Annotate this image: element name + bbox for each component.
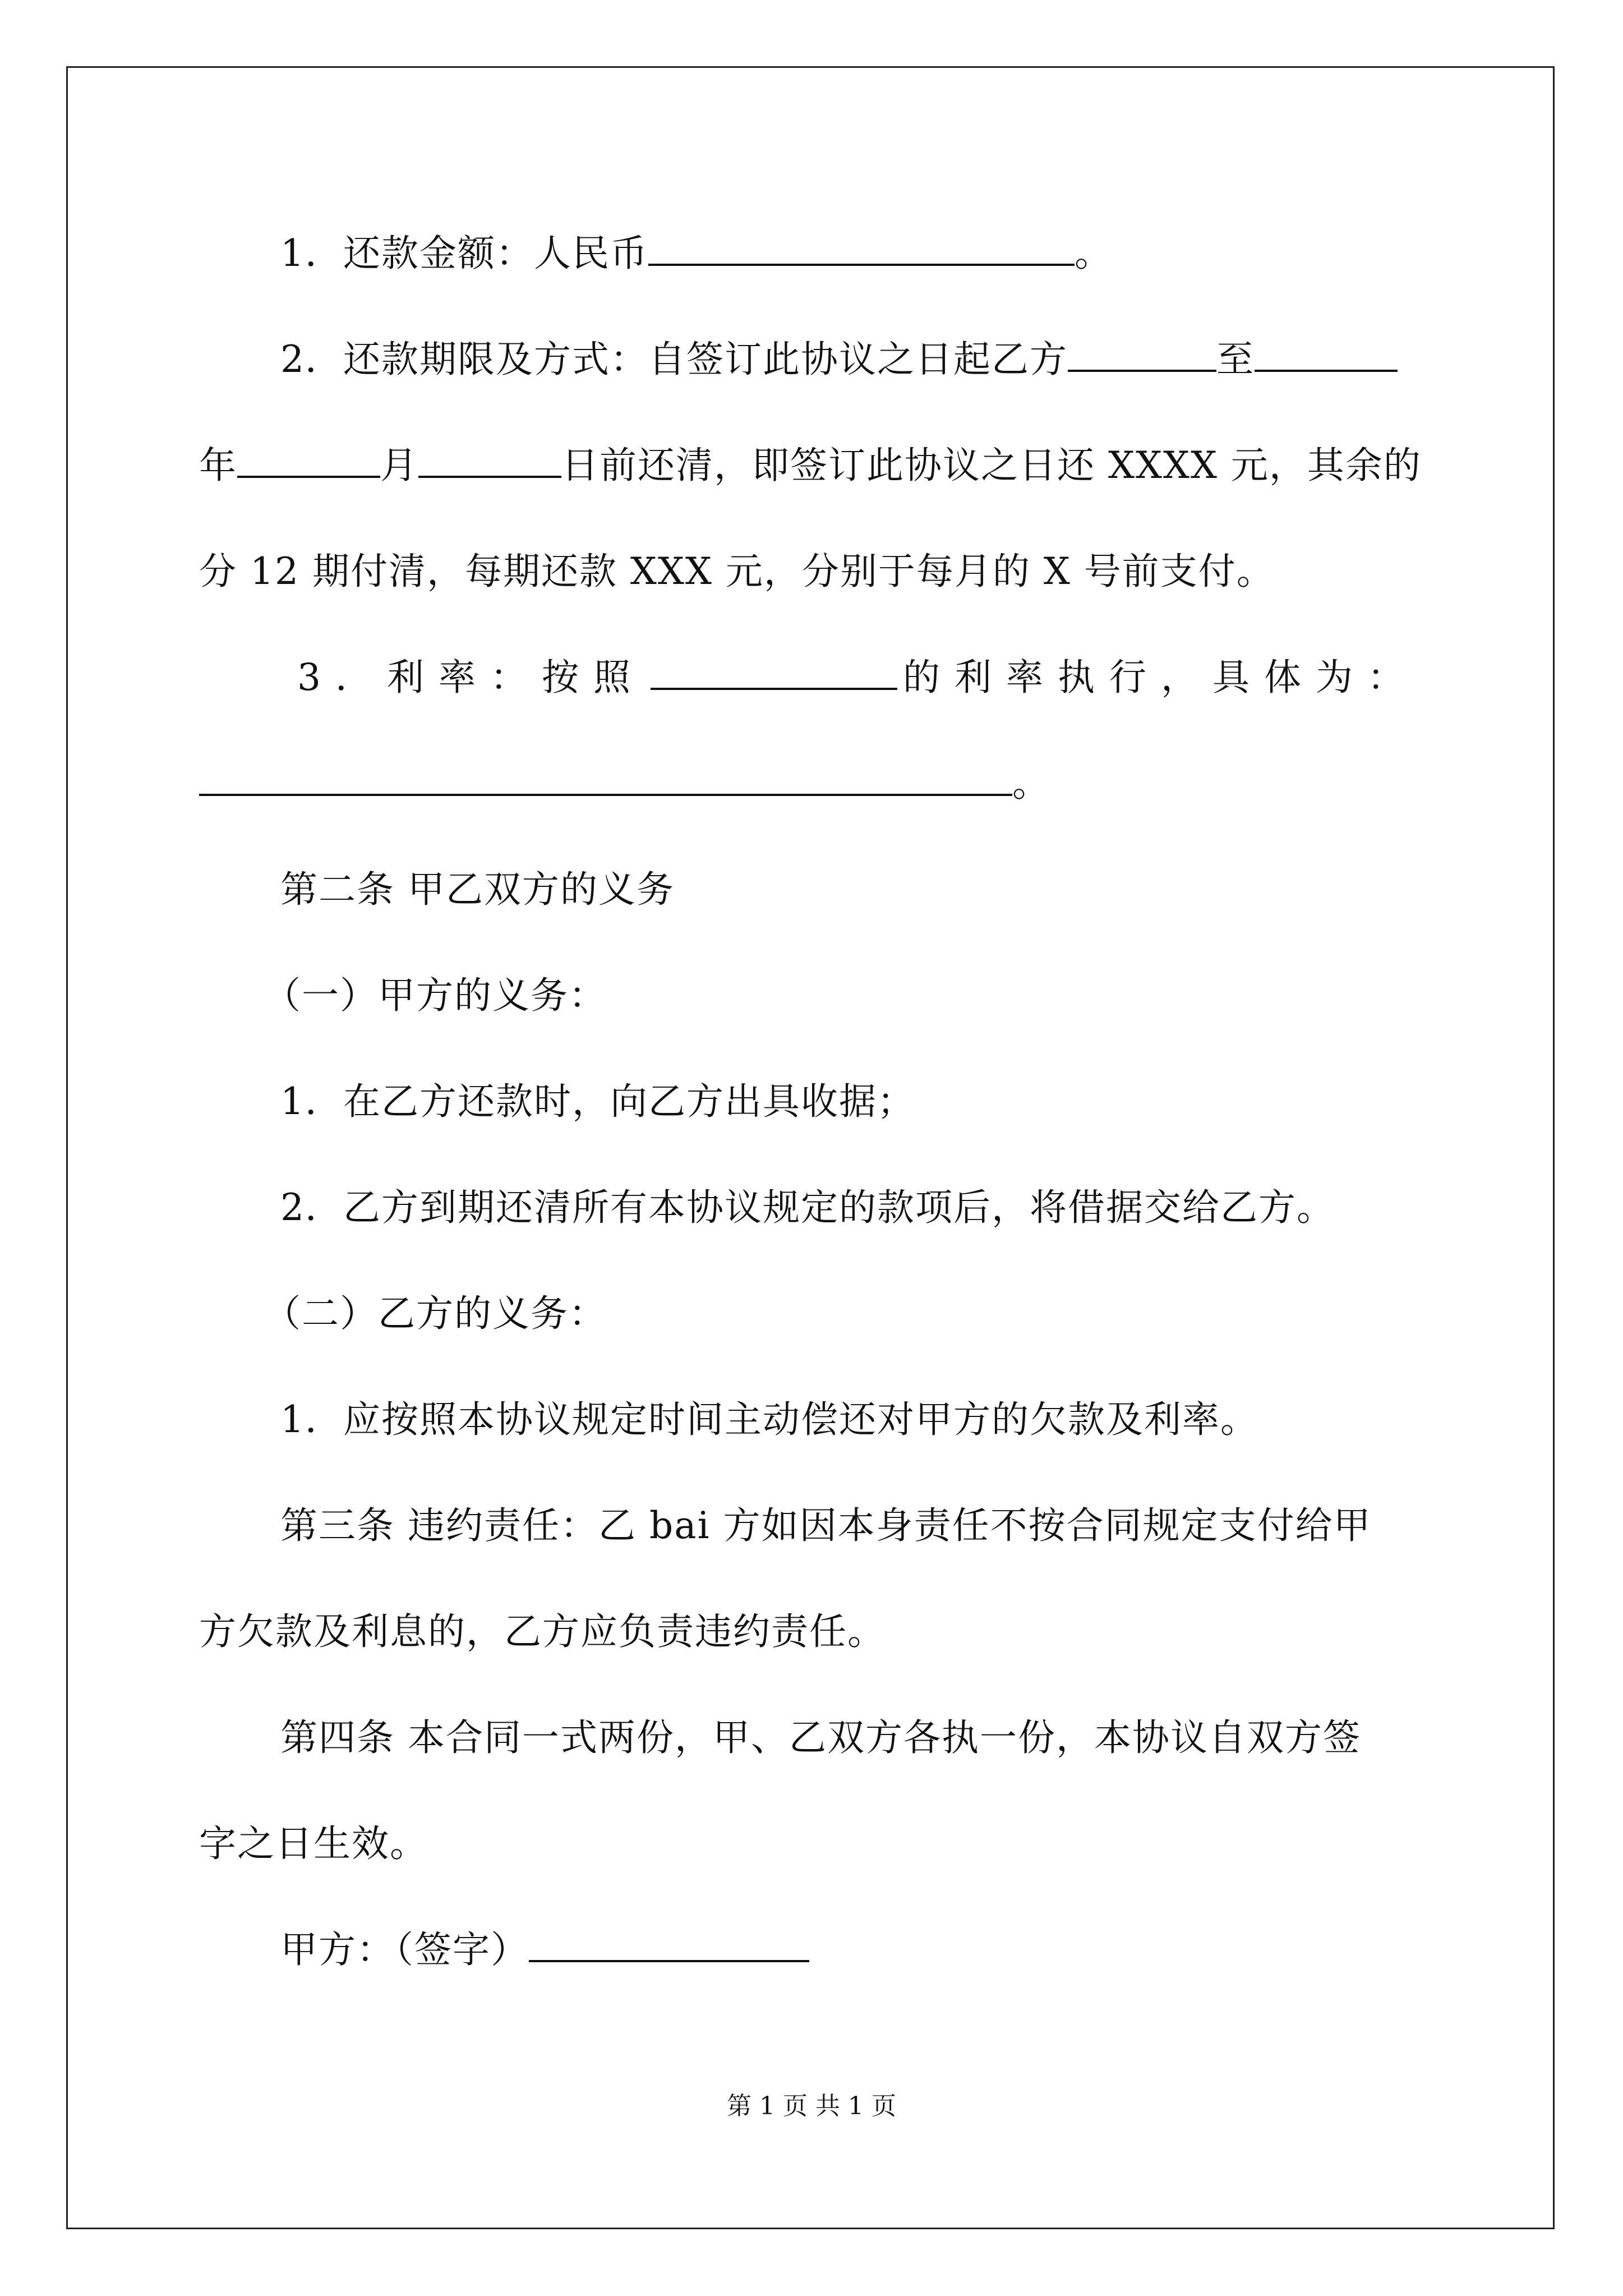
article-4-line-2: 字之日生效。 (199, 1822, 428, 1865)
signature-blank (529, 1927, 809, 1962)
month-label: 月 (380, 444, 418, 487)
amount-blank (648, 231, 1075, 266)
interest-rate-line (297, 655, 1419, 700)
interest-rate-text: 的利率执行，具体为： (903, 656, 1419, 699)
party-b-obligation-1: 1．应按照本协议规定时间主动偿还对甲方的欠款及利率。 (280, 1398, 1258, 1441)
party-a-signature-line (280, 1927, 1511, 1972)
page-number: 第 1 页 共 1 页 (727, 2092, 896, 2120)
interest-detail-line (199, 761, 1430, 806)
party-a-obligation-2: 2．乙方到期还清所有本协议规定的款项后，将借据交给乙方。 (280, 1186, 1335, 1229)
repayment-date-text: 日前还清，即签订此协议之日还 XXXX 元，其余的 (561, 444, 1422, 487)
sentence-end: 。 (1075, 232, 1113, 275)
party-a-obligation-1: 1．在乙方还款时，向乙方出具收据； (280, 1080, 915, 1123)
repayment-amount-line (280, 231, 1511, 276)
interest-rate-label: 3．利率：按照 (297, 656, 645, 699)
party-b-obligations-heading: （二）乙方的义务： (264, 1292, 607, 1335)
repayment-term-line (280, 337, 1511, 382)
repayment-amount-label: 1．还款金额：人民币 (280, 232, 648, 275)
year-blank (1255, 337, 1398, 372)
day-blank (418, 443, 561, 478)
article-3-line-2: 方欠款及利息的，乙方应负责违约责任。 (199, 1610, 886, 1653)
repayment-date-line (199, 443, 1430, 488)
month-blank (237, 443, 380, 478)
party-a-signature-label: 甲方：（签字） (280, 1928, 529, 1971)
rate-basis-blank (651, 655, 897, 690)
installment-line: 分 12 期付清，每期还款 XXX 元，分别于每月的 X 号前支付。 (199, 550, 1275, 593)
party-b-blank (1068, 337, 1216, 372)
article-3-line-1: 第三条 违约责任：乙 bai 方如因本身责任不按合同规定支付给甲 (280, 1504, 1372, 1547)
sentence-end: 。 (1012, 762, 1050, 805)
page-border (66, 66, 1555, 2229)
repayment-term-label: 2．还款期限及方式：自签订此协议之日起乙方 (280, 338, 1068, 381)
interest-detail-blank (199, 761, 1012, 796)
article-4-line-1: 第四条 本合同一式两份，甲、乙双方各执一份，本协议自双方签 (280, 1716, 1361, 1759)
year-label: 年 (199, 444, 237, 487)
to-label: 至 (1216, 338, 1255, 381)
party-a-obligations-heading: （一）甲方的义务： (264, 974, 607, 1017)
article-2-heading: 第二条 甲乙双方的义务 (280, 868, 675, 911)
